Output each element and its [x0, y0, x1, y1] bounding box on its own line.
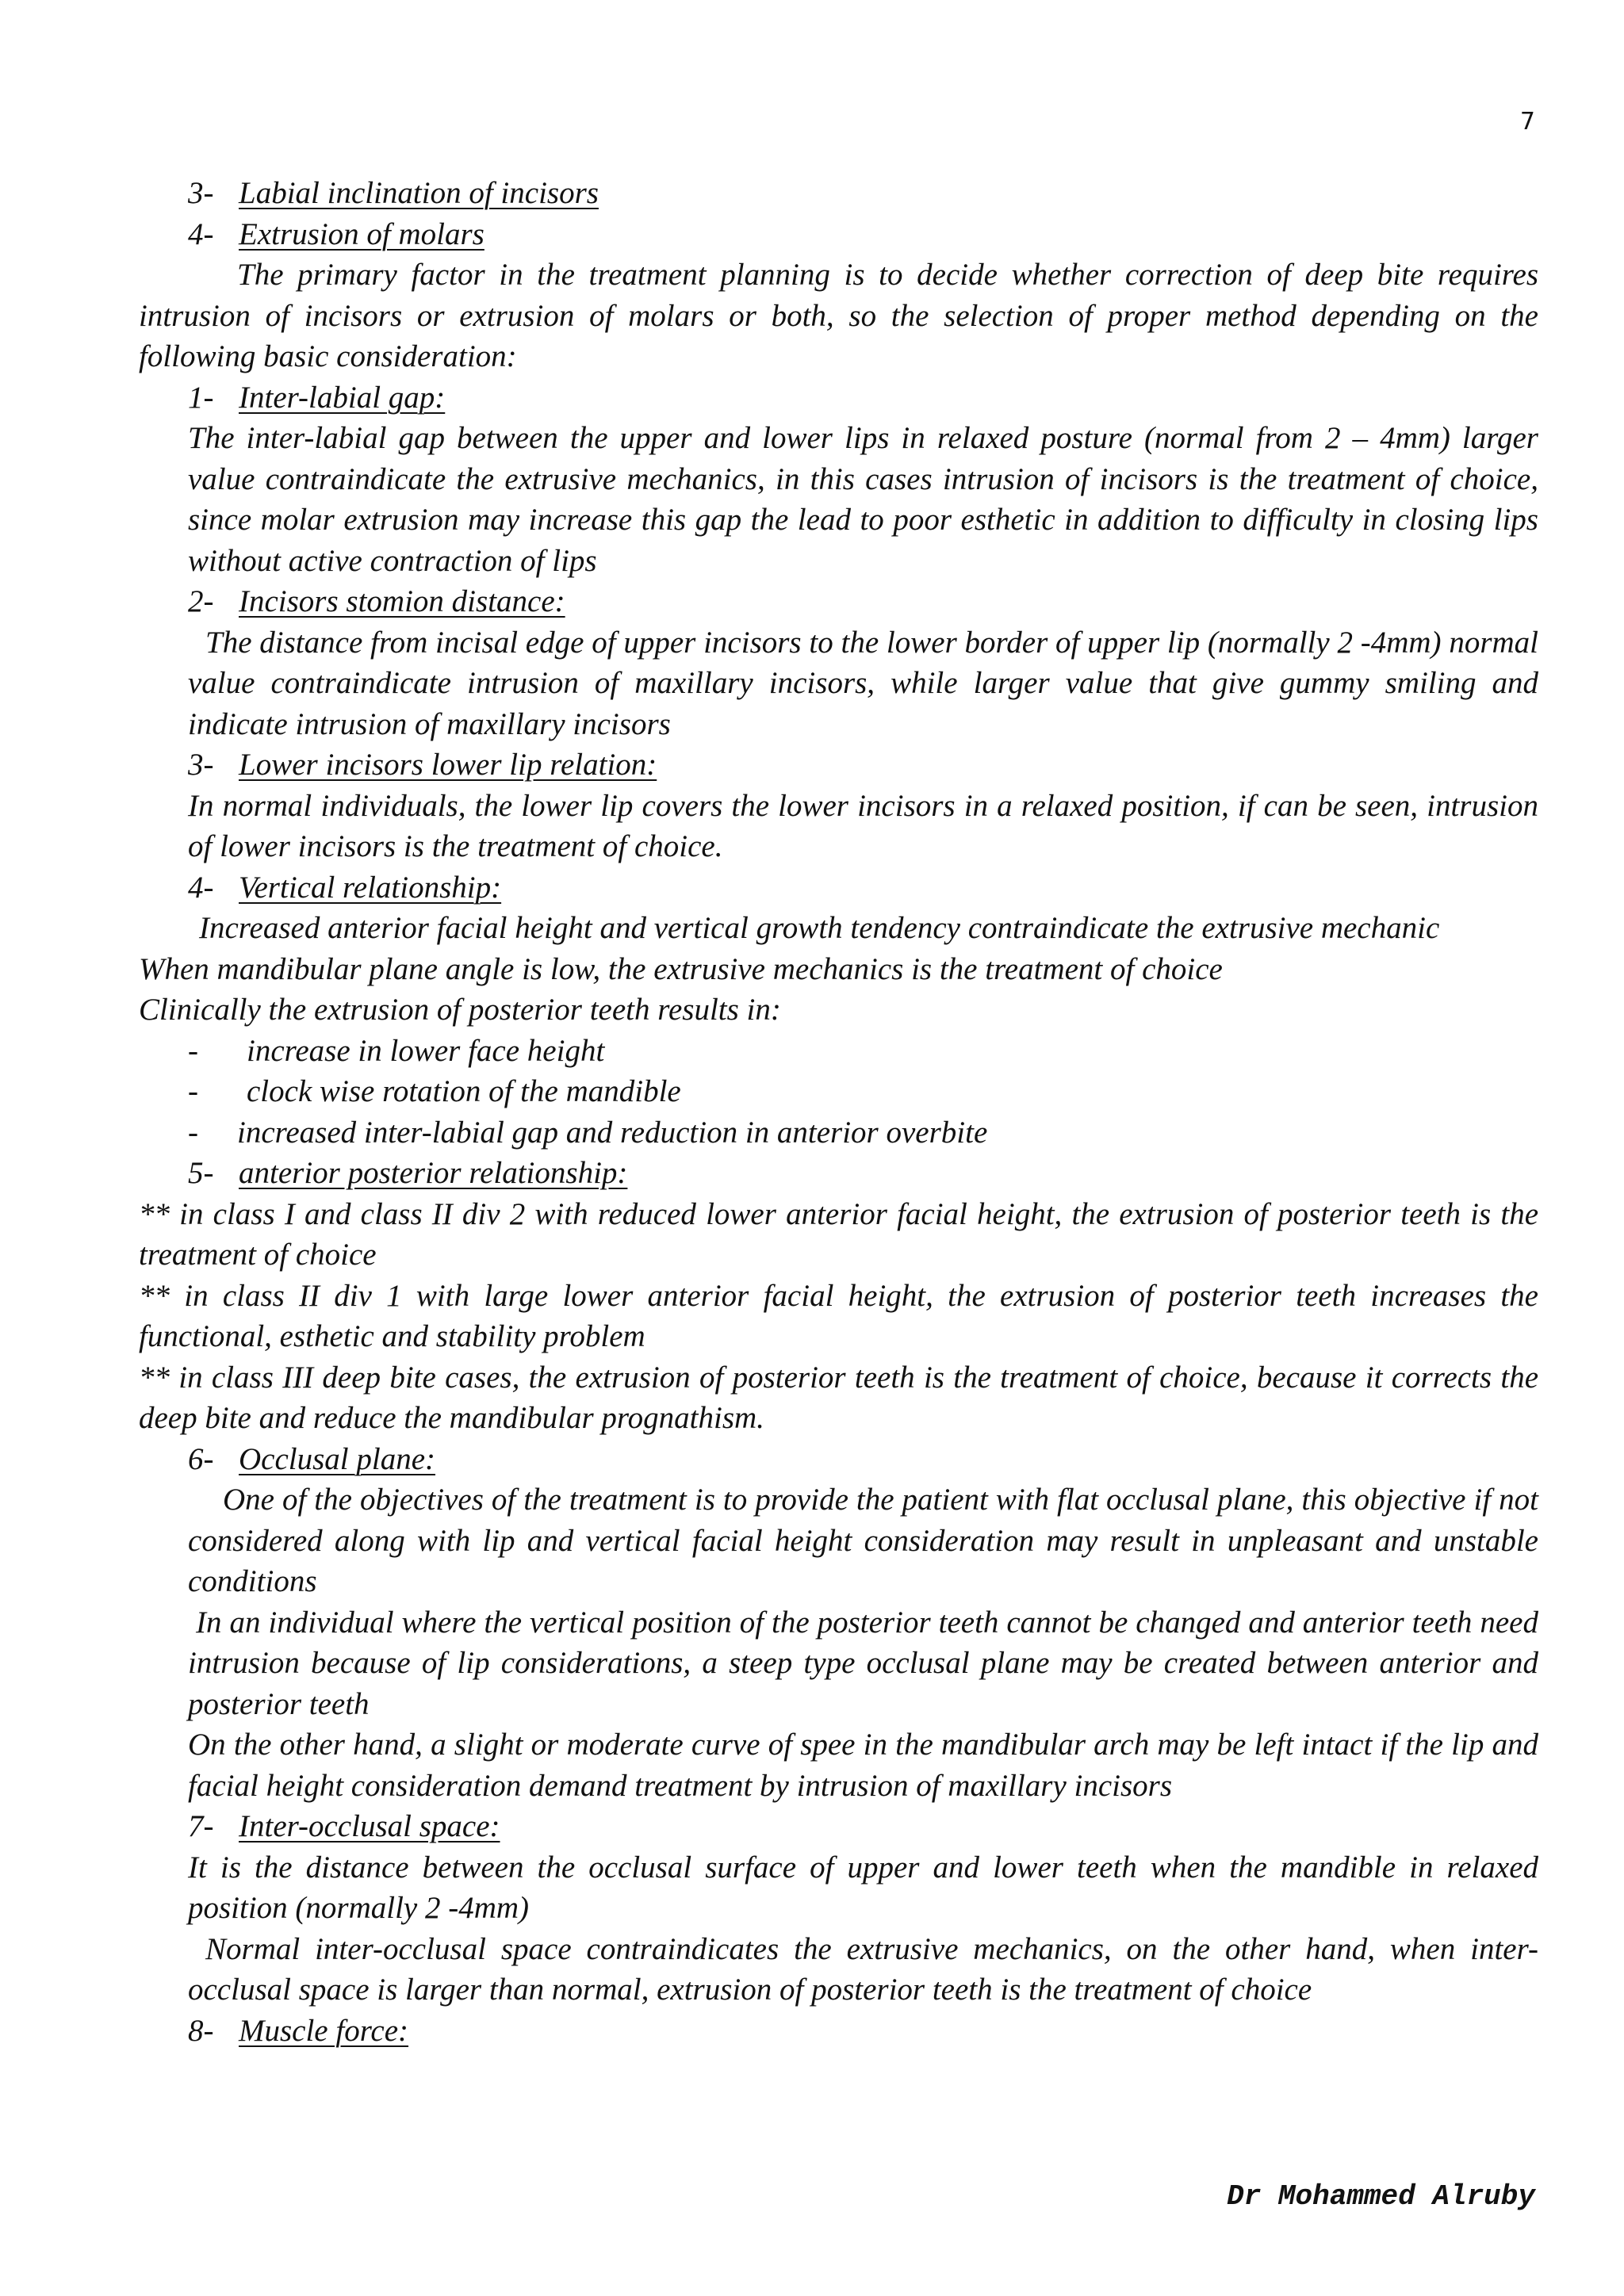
consideration-heading — [139, 1439, 1538, 1480]
item-heading: Inter-occlusal space: — [239, 1809, 500, 1843]
consideration-text: On the other hand, a slight or moderate curve of spee in the mandibular arch may be left intact if the lip and facial height consideration demand treatment by intrusion of maxillary incisors — [188, 1728, 1538, 1803]
consideration-heading — [139, 1806, 1538, 1847]
consideration-heading — [139, 377, 1538, 419]
item-number: 8- — [188, 2013, 214, 2048]
bullet-dash: - — [188, 1074, 198, 1108]
item-number: 2- — [188, 584, 214, 618]
consideration-heading — [139, 744, 1538, 786]
item-heading: Labial inclination of incisors — [239, 176, 599, 210]
consideration-heading — [139, 581, 1538, 622]
bullet-dash: - — [188, 1115, 198, 1150]
item-heading: Inter-labial gap: — [239, 380, 446, 415]
item-heading: Vertical relationship: — [239, 870, 502, 905]
item-heading: Incisors stomion distance: — [239, 584, 565, 618]
consideration-heading — [139, 1153, 1538, 1194]
item-number: 3- — [188, 176, 214, 210]
note-paragraph: ** in class II div 1 with large lower anterior facial height, the extrusion of posterior teeth increases the functional, esthetic and stability problem — [139, 1278, 1538, 1353]
item-number: 3- — [188, 748, 214, 782]
consideration-text: The distance from incisal edge of upper incisors to the lower border of upper lip (normally 2 -4mm) normal value contraindicate intrusion of maxillary incisors, while larger value that give gummy smiling and indicate intrusion of maxillary incisors — [188, 625, 1538, 741]
item-number: 4- — [188, 870, 214, 905]
consideration-text-line: When mandibular plane angle is low, the extrusive mechanics is the treatment of choice — [139, 951, 1223, 986]
bullet-text: clock wise rotation of the mandible — [247, 1074, 681, 1108]
page-content — [139, 173, 1538, 2051]
consideration-text: One of the objectives of the treatment is to provide the patient with flat occlusal plane, this objective if not considered along with lip and vertical facial height consideration may result in unpleasant and unstable conditions — [188, 1483, 1538, 1598]
consideration-text: Normal inter-occlusal space contraindicates the extrusive mechanics, on the other hand, when inter-occlusal space is larger than normal, extrusion of posterior teeth is the treatment of choice — [188, 1931, 1538, 2007]
item-number: 6- — [188, 1441, 214, 1476]
consideration-text: In normal individuals, the lower lip covers the lower incisors in a relaxed position, if can be seen, intrusion of lower incisors is the treatment of choice. — [188, 788, 1538, 863]
item-number: 1- — [188, 380, 214, 415]
item-heading: Lower incisors lower lip relation: — [239, 748, 657, 782]
item-heading: anterior posterior relationship: — [239, 1156, 628, 1190]
item-number: 7- — [188, 1809, 214, 1843]
consideration-text-line: Clinically the extrusion of posterior teeth results in: — [139, 993, 781, 1027]
item-number: 5- — [188, 1156, 214, 1190]
consideration-text: It is the distance between the occlusal surface of upper and lower teeth when the mandible in relaxed position (normally 2 -4mm) — [188, 1850, 1538, 1925]
list-item — [139, 173, 1538, 214]
bullet-dash: - — [188, 1033, 198, 1068]
bullet-item — [139, 1071, 1538, 1112]
item-number: 4- — [188, 216, 214, 251]
footer-author: Dr Mohammed Alruby — [1227, 2180, 1535, 2213]
bullet-item — [139, 1031, 1538, 1072]
note-paragraph: ** in class III deep bite cases, the extrusion of posterior teeth is the treatment of choice, because it corrects the deep bite and reduce the mandibular prognathism. — [139, 1360, 1538, 1435]
item-heading: Extrusion of molars — [239, 216, 485, 251]
intro-paragraph: The primary factor in the treatment planning is to decide whether correction of deep bite requires intrusion of incisors or extrusion of molars or both, so the selection of proper method depending on the following basic consideration: — [139, 258, 1538, 373]
consideration-heading — [139, 2011, 1538, 2052]
note-paragraph: ** in class I and class II div 2 with reduced lower anterior facial height, the extrusion of posterior teeth is the treatment of choice — [139, 1196, 1538, 1272]
consideration-text: In an individual where the vertical position of the posterior teeth cannot be changed and anterior teeth need intrusion because of lip considerations, a steep type occlusal plane may be created between anterior and posterior teeth — [188, 1605, 1538, 1721]
item-heading: Occlusal plane: — [239, 1441, 436, 1476]
item-heading: Muscle force: — [239, 2013, 409, 2048]
consideration-text: The inter-labial gap between the upper and lower lips in relaxed posture (normal from 2 – 4mm) larger value contraindicate the extrusive mechanics, in this cases intrusion of incisors is the treatment of choice, since molar extrusion may increase this gap the lead to poor esthetic in addition to difficulty in closing lips without active contraction of lips — [188, 421, 1538, 578]
page-number: 7 — [1519, 108, 1535, 136]
list-item — [139, 214, 1538, 255]
consideration-heading — [139, 867, 1538, 909]
consideration-text: Increased anterior facial height and vertical growth tendency contraindicate the extrusive mechanic — [199, 911, 1440, 945]
bullet-text: increased inter-labial gap and reduction in anterior overbite — [237, 1115, 988, 1150]
bullet-item — [139, 1112, 1538, 1154]
bullet-text: increase in lower face height — [247, 1033, 605, 1068]
